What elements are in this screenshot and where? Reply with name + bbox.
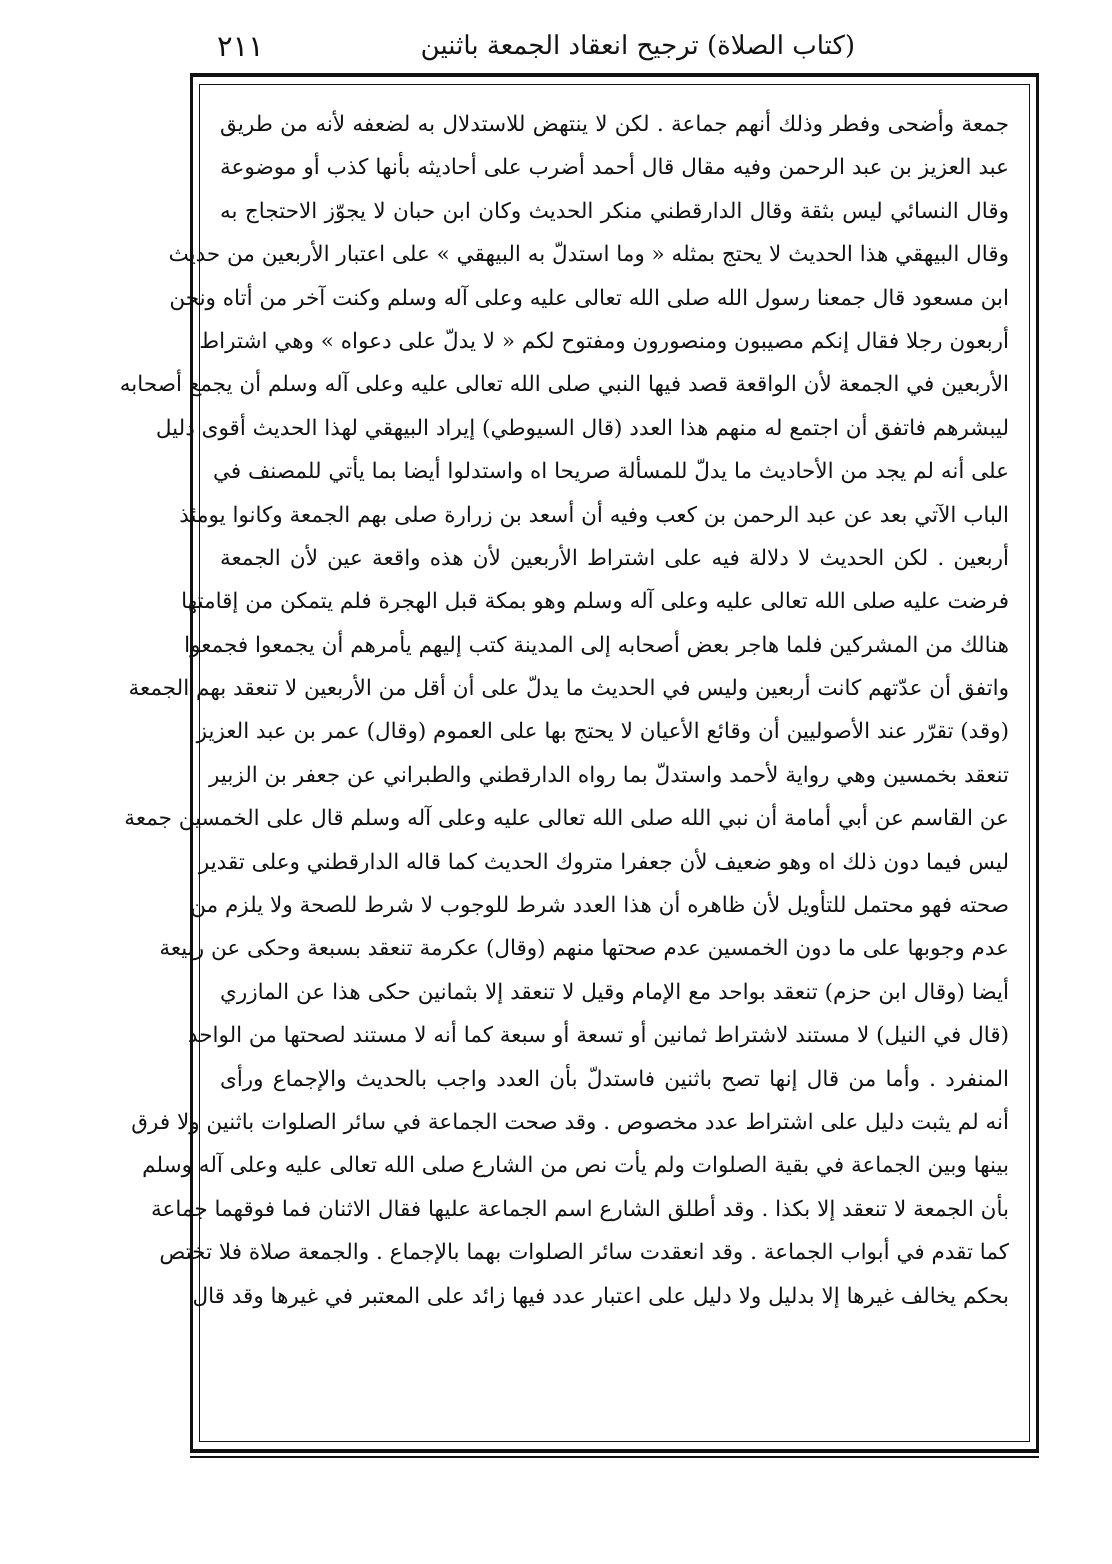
- text-line: الأربعين في الجمعة لأن الواقعة قصد فيها النبي صلى الله تعالى عليه وعلى آله وسلم أن يجمع أصحابه: [119, 372, 1009, 398]
- text-line: تنعقد بخمسين وهي رواية لأحمد واستدلّ بما رواه الدارقطني والطبراني عن جعفر بن الزبير: [209, 762, 1009, 788]
- text-line: هنالك من المشركين فلما هاجر بعض أصحابه إلى المدينة كتب إليهم يأمرهم أن يجمعوا فجمعوا: [184, 632, 1009, 658]
- inner-frame: [119, 84, 1030, 1442]
- page-frame: [119, 73, 1039, 1453]
- text-line: بأن الجمعة لا تنعقد إلا بكذا . وقد أطلق الشارع اسم الجماعة عليها فقال الاثنان فما فوقهما جماعة: [151, 1196, 1009, 1222]
- text-line: (قال في النيل) لا مستند لاشتراط ثمانين أو تسعة أو سبعة كما أنه لا مستند لصحتها من الواحد: [187, 1023, 1009, 1049]
- text-line: على أنه لم يجد من الأحاديث ما يدلّ للمسألة صريحا اه واستدلوا أيضا بما يأتي للمصنف في: [213, 459, 1009, 485]
- page-header: [195, 22, 1037, 68]
- text-line: وقال النسائي ليس بثقة وقال الدارقطني منكر الحديث وكان ابن حبان لا يجوّز الاحتجاج به: [220, 198, 1009, 224]
- text-line: ابن مسعود قال جمعنا رسول الله صلى الله تعالى عليه وعلى آله وسلم وكنت آخر من أتاه ونحن: [169, 285, 1009, 311]
- text-line: وقال البيهقي هذا الحديث لا يحتج بمثله « وما استدلّ به البيهقي » على اعتبار الأربعين من حديث: [168, 242, 1009, 268]
- text-line: صحته فهو محتمل للتأويل لأن ظاهره أن هذا العدد شرط للوجوب لا شرط للصحة ولا يلزم من: [190, 893, 1009, 919]
- text-line: ليبشرهم فاتفق أن اجتمع له منهم هذا العدد (قال السيوطي) إيراد البيهقي لهذا الحديث أقوى دليل: [155, 415, 1009, 441]
- text-line: أربعين . لكن الحديث لا دلالة فيه على اشتراط الأربعين لأن هذه واقعة عين لأن الجمعة: [220, 545, 1009, 571]
- text-line: واتفق أن عدّتهم كانت أربعين وليس في الحديث ما يدلّ على أن أقل من الأربعين لا تنعقد بهم الجمعة: [128, 676, 1009, 702]
- page-number: ٢١١: [217, 29, 264, 63]
- text-line: (وقد) تقرّر عند الأصوليين أن وقائع الأعيان لا يحتج بها على العموم (وقال) عمر بن عبد العزيز: [196, 719, 1009, 745]
- text-line: أربعون رجلا فقال إنكم مصيبون ومنصورون ومفتوح لكم « لا يدلّ على دعواه » وهي اشتراط: [199, 328, 1009, 354]
- text-line: أنه لم يثبت دليل على اشتراط عدد مخصوص . وقد صحت الجماعة في سائر الصلوات باثنين ولا فرق: [131, 1109, 1009, 1135]
- text-line: المنفرد . وأما من قال إنها تصح باثنين فاستدلّ بأن العدد واجب بالحديث والإجماع ورأى: [220, 1066, 1009, 1092]
- text-line: كما تقدم في أبواب الجماعة . وقد انعقدت سائر الصلوات بهما بالإجماع . والجمعة صلاة فلا تختص: [159, 1240, 1009, 1266]
- text-line: جمعة وأضحى وفطر وذلك أنهم جماعة . لكن لا ينتهض للاستدلال به لضعفه لأنه من طريق: [220, 112, 1009, 137]
- text-line: أيضا (وقال ابن حزم) تنعقد بواحد مع الإمام وقيل لا تنعقد إلا بثمانين حكى هذا عن المازري: [220, 979, 1009, 1005]
- text-line: عن القاسم عن أبي أمامة أن نبي الله صلى الله تعالى عليه وعلى آله وسلم قال على الخمسين جمعة: [124, 806, 1009, 832]
- main-text: [119, 103, 1009, 1318]
- text-line: عدم وجوبها على ما دون الخمسين عدم صحتها منهم (وقال) عكرمة تنعقد بسبعة وحكى عن ربيعة: [159, 936, 1009, 962]
- text-line: الباب الآتي بعد عن عبد الرحمن بن كعب وفيه أن أسعد بن زرارة صلى بهم الجمعة وكانوا يومئذ: [179, 502, 1009, 528]
- text-line: عبد العزيز بن عبد الرحمن وفيه مقال قال أحمد أضرب على أحاديثه بأنها كذب أو موضوعة: [220, 155, 1009, 181]
- running-title: (كتاب الصلاة) ترجيح انعقاد الجمعة باثنين: [420, 31, 855, 61]
- text-line: ليس فيما دون ذلك اه وهو ضعيف لأن جعفرا متروك الحديث كما قاله الدارقطني وعلى تقدير: [198, 849, 1009, 875]
- text-line: بينها وبين الجماعة في بقية الصلوات ولم يأت نص من الشارع صلى الله تعالى عليه وعلى آله وسلم: [142, 1153, 1009, 1179]
- bottom-rule: [190, 1456, 1039, 1458]
- text-line: فرضت عليه صلى الله تعالى عليه وعلى آله وسلم وهو بمكة قبل الهجرة فلم يتمكن من إقامتها: [181, 589, 1009, 615]
- text-line: بحكم يخالف غيرها إلا بدليل ولا دليل على اعتبار عدد فيها زائد على المعتبر في غيرها وقد قال: [192, 1283, 1009, 1309]
